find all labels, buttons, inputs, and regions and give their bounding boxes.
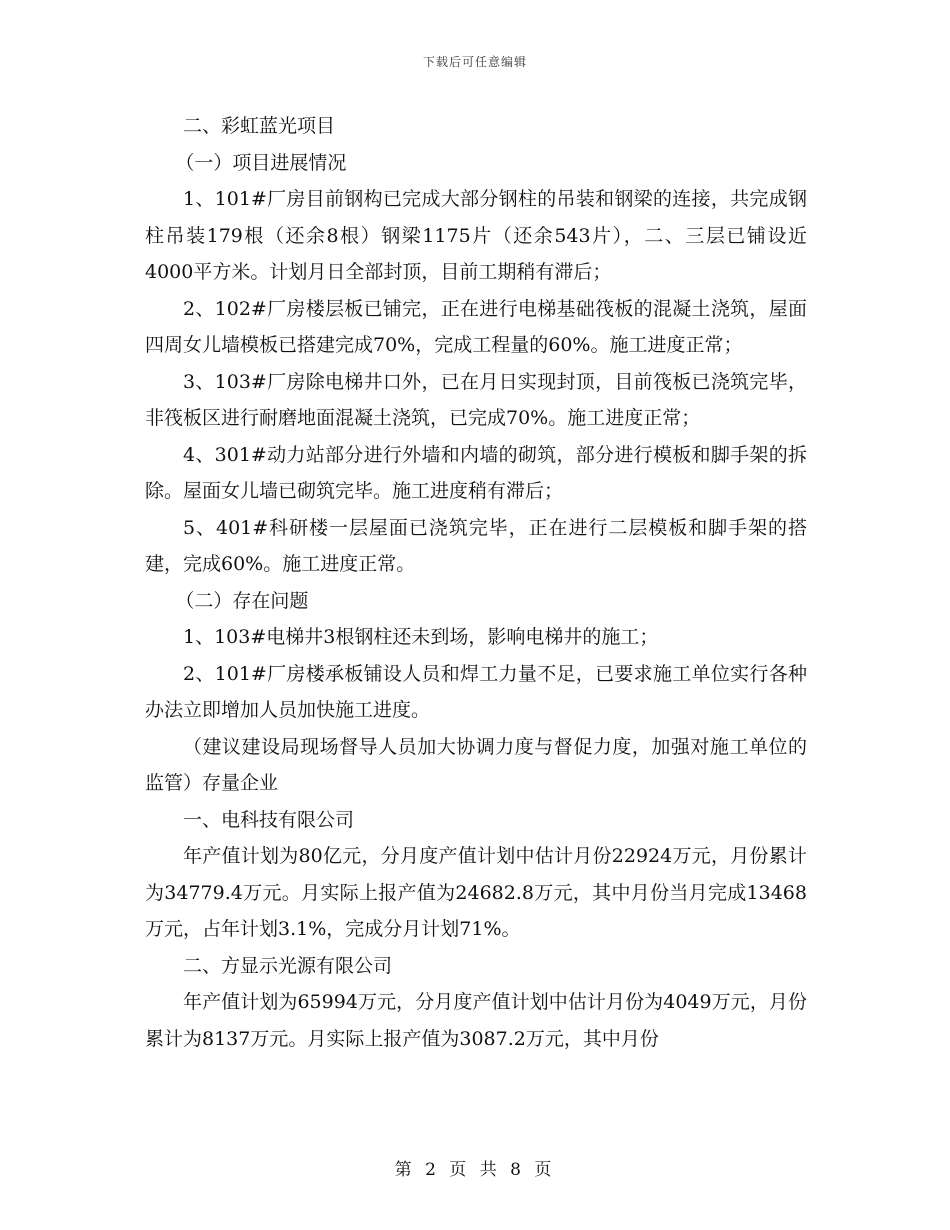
section-heading-rainbow-project: 二、彩虹蓝光项目 <box>183 115 336 137</box>
subsection-heading-progress: （一）项目进展情况 <box>175 151 347 174</box>
paragraph-103-factory: 3、103#厂房除电梯井口外，已在月日实现封顶，目前筏板已浇筑完毕，非筏板区进行耐磨地面混凝土浇筑，已完成70%。施工进度正常； <box>145 370 807 429</box>
paragraph-company-1-output: 年产值计划为80亿元，分月度产值计划中估计月份22924万元，月份累计为34779.4万元。月实际上报产值为24682.8万元，其中月份当月完成13468万元，占年计划3.1%，完成分月计划71%。 <box>145 845 807 940</box>
page-footer: 第 2 页 共 8 页 <box>394 1160 556 1180</box>
paragraph-401-research-building: 5、401#科研楼一层屋面已浇筑完毕，正在进行二层模板和脚手架的搭建，完成60%。施工进度正常。 <box>145 516 807 575</box>
section-heading-company-1: 一、电科技有限公司 <box>183 808 355 831</box>
paragraph-102-factory: 2、102#厂房楼层板已铺完，正在进行电梯基础筏板的混凝土浇筑，屋面四周女儿墙模板已搭建完成70%，完成工程量的60%。施工进度正常； <box>145 297 807 356</box>
paragraph-problem-1: 1、103#电梯井3根钢柱还未到场，影响电梯井的施工； <box>183 626 659 648</box>
paragraph-101-factory: 1、101#厂房目前钢构已完成大部分钢柱的吊装和钢梁的连接，共完成钢柱吊装179根（还余8根）钢梁1175片（还余543片），二、三层已铺设近4000平方米。计划月日全部封顶，目前工期稍有滞后； <box>145 188 807 283</box>
paragraph-company-2-output: 年产值计划为65994万元，分月度产值计划中估计月份为4049万元，月份累计为8137万元。月实际上报产值为3087.2万元，其中月份 <box>145 991 807 1050</box>
document-body <box>145 108 807 1057</box>
page-header: 下载后可任意编辑 <box>422 55 527 69</box>
subsection-heading-problems: （二）存在问题 <box>175 589 309 612</box>
paragraph-301-power-station: 4、301#动力站部分进行外墙和内墙的砌筑，部分进行模板和脚手架的拆除。屋面女儿墙已砌筑完毕。施工进度稍有滞后； <box>145 443 807 502</box>
paragraph-suggestion: （建议建设局现场督导人员加大协调力度与督促力度，加强对施工单位的监管）存量企业 <box>145 735 807 794</box>
paragraph-problem-2: 2、101#厂房楼承板铺设人员和焊工力量不足，已要求施工单位实行各种办法立即增加人员加快施工进度。 <box>145 662 807 721</box>
section-heading-company-2: 二、方显示光源有限公司 <box>183 954 393 977</box>
